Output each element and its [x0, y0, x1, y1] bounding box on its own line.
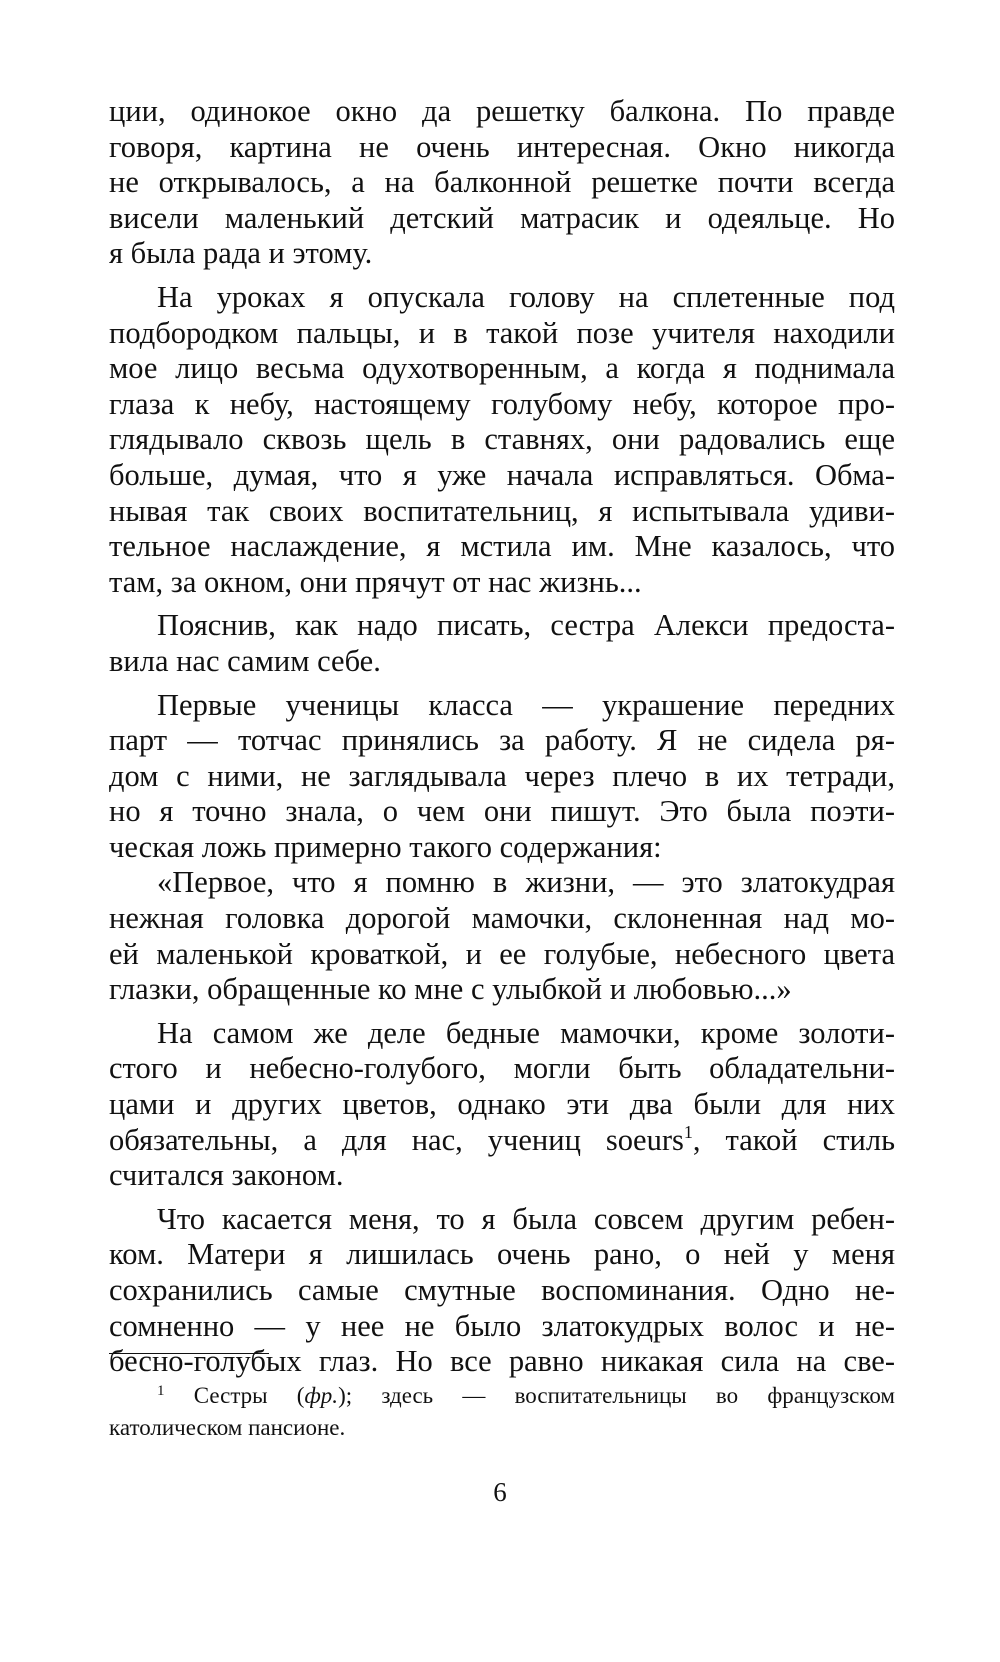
text-line: На уроках я опускала голову на сплетенные под: [157, 279, 895, 314]
page-number: 6: [493, 1477, 507, 1507]
text-line: Что касается меня, то я была совсем другим ребен-: [157, 1201, 895, 1236]
text-line: я была рада и этому.: [109, 236, 373, 271]
footnote-divider: [109, 1353, 269, 1354]
text-line: не открывалось, а на балконной решетке почти всегда: [109, 165, 895, 200]
text-line: Пояснив, как надо писать, сестра Алекси предоста-: [157, 608, 895, 643]
text-line: цами и других цветов, однако эти два были для них: [109, 1087, 895, 1122]
text-line: подбородком пальцы, и в такой позе учителя находили: [109, 315, 895, 350]
text-line: бесно-голубых глаз. Но все равно никакая сила на све-: [109, 1344, 895, 1379]
paragraph: [109, 608, 895, 679]
text-line: сохранились самые смутные воспоминания. Одно не-: [109, 1273, 895, 1307]
text-segment: , такой стиль: [692, 1122, 895, 1157]
text-line: тельное наслаждение, я мстила им. Мне казалось, что: [109, 529, 895, 564]
text-line: глядывало сквозь щель в ставнях, они радовались еще: [109, 422, 895, 457]
text-line: вила нас самим себе.: [109, 643, 381, 678]
text-line: но я точно знала, о чем они пишут. Это была поэти-: [109, 794, 895, 829]
text-line: дом с ними, не заглядывала через плечо в их тетради,: [109, 758, 895, 793]
text-line: сомненно — у нее не было златокудрых волос и не-: [109, 1308, 895, 1343]
paragraph: [109, 94, 895, 272]
paragraph: [109, 688, 895, 866]
text-line: нывая так своих воспитательниц, я испытывала удиви-: [109, 493, 895, 528]
footnote-italic: фр.: [304, 1383, 339, 1408]
text-line: стого и небесно-голубого, могли быть обладательни-: [109, 1051, 895, 1086]
footnote-number: 1: [157, 1383, 165, 1399]
text-segment: обязательны, а для нас, учениц soeurs: [109, 1122, 684, 1157]
text-line: считался законом.: [109, 1158, 344, 1193]
text-line: там, за окном, они прячут от нас жизнь...: [109, 564, 642, 599]
footnote-line: [109, 1380, 895, 1412]
text-line: висели маленький детский матрасик и одеяльце. Но: [109, 200, 895, 235]
footnote-text: Сестры (: [164, 1383, 305, 1408]
text-line: больше, думая, что я уже начала исправляться. Обма-: [109, 457, 895, 492]
text-line: говоря, картина не очень интересная. Окно никогда: [109, 129, 895, 164]
footnote: [109, 1380, 895, 1444]
text-line: ции, одинокое окно да решетку балкона. По правде: [109, 94, 895, 128]
text-line: ком. Матери я лишилась очень рано, о ней у меня: [109, 1237, 895, 1272]
text-line-with-footnote-ref: [109, 1123, 895, 1159]
text-line: парт — тотчас принялись за работу. Я не сидела ря-: [109, 723, 895, 758]
text-line: нежная головка дорогой мамочки, склоненная над мо-: [109, 901, 895, 936]
text-line: «Первое, что я помню в жизни, — это златокудрая: [157, 865, 895, 900]
text-line: ей маленькой кроваткой, и ее голубые, небесного цвета: [109, 936, 895, 971]
text-line: ческая ложь примерно такого содержания:: [109, 829, 662, 864]
text-line: глаза к небу, настоящему голубому небу, которое про-: [109, 386, 895, 421]
footnote-line: католическом пансионе.: [109, 1415, 346, 1440]
footnote-reference[interactable]: 1: [683, 1121, 693, 1142]
paragraph: [109, 280, 895, 600]
text-line: глазки, обращенные ко мне с улыбкой и любовью...»: [109, 972, 792, 1007]
text-line: Первые ученицы класса — украшение передних: [157, 687, 895, 722]
paragraph: [109, 1016, 895, 1194]
text-line: мое лицо весьма одухотворенным, а когда я поднимала: [109, 351, 895, 386]
footnote-text: ); здесь — воспитательницы во французском: [338, 1383, 895, 1408]
quotation: [109, 865, 895, 1007]
text-line: На самом же деле бедные мамочки, кроме золоти-: [157, 1015, 895, 1050]
body-text: [109, 94, 895, 1380]
